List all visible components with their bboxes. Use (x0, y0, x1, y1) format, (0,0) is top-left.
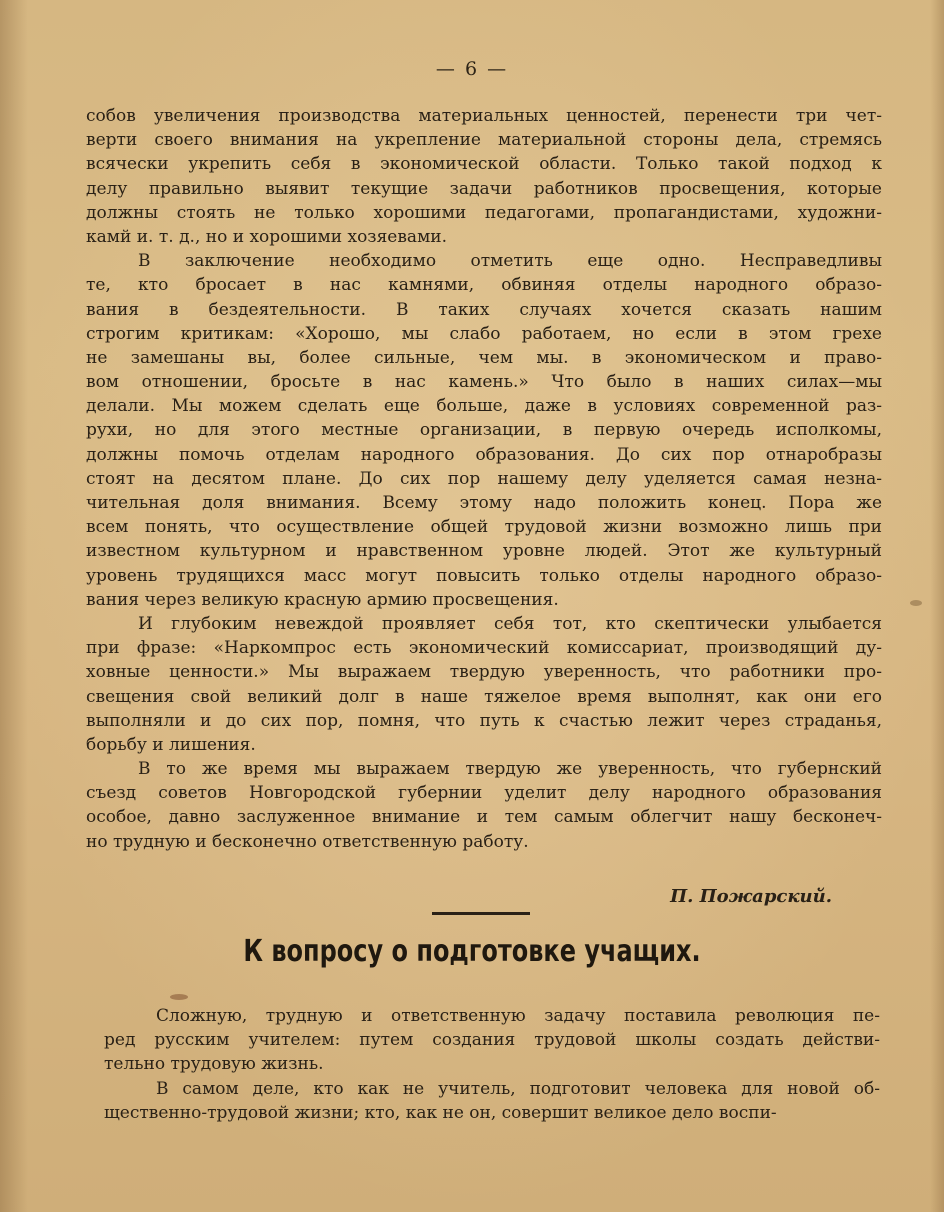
page-number: — 6 — (435, 58, 509, 80)
page-edge-shadow-left (0, 0, 28, 1212)
text-line: вания в бездеятельности. В таких случаях хочется сказать нашим (86, 299, 882, 320)
text-line: ред русским учителем: путем создания трудовой школы создать действи- (104, 1030, 880, 1051)
text-line: строгим критикам: «Хорошо, мы слабо работаем, но если в этом грехе (86, 323, 882, 344)
text-line: выполняли и до сих пор, помня, что путь к счастью лежит через страданья, (86, 710, 882, 731)
text-line: борьбу и лишения. (86, 734, 256, 755)
paragraph (86, 104, 882, 249)
author-signature: П. Пожарский. (670, 886, 832, 907)
ink-stain (170, 994, 188, 1000)
text-line: делу правильно выявит текущие задачи работников просвещения, которые (86, 178, 882, 199)
text-line: верти своего внимания на укрепление материальной стороны дела, стремясь (86, 130, 882, 151)
text-line: должны стоять не только хорошими педагогами, пропагандистами, художни- (86, 202, 882, 223)
text-line: при фразе: «Наркомпрос есть экономический комиссариат, производящий ду- (86, 638, 882, 659)
text-line: всем понять, что осуществление общей трудовой жизни возможно лишь при (86, 517, 882, 538)
text-line: чительная доля внимания. Всему этому надо положить конец. Пора же (86, 493, 882, 513)
text-line: всячески укрепить себя в экономической области. Только такой подход к (86, 154, 882, 175)
text-line: вом отношении, бросьте в нас камень.» Что было в наших силах—мы (86, 372, 882, 393)
ink-stain (910, 600, 922, 606)
text-line: стоят на десятом плане. До сих пор нашему делу уделяется самая незна- (86, 468, 882, 489)
text-line: В заключение необходимо отметить еще одно. Несправедливы (138, 251, 882, 272)
text-line: свещения свой великий долг в наше тяжелое время выполнят, как они его (86, 686, 882, 707)
text-line: тельно трудовую жизнь. (104, 1054, 324, 1075)
paragraph (86, 249, 882, 612)
page-edge-shadow-right (930, 0, 944, 1212)
text-line: собов увеличения производства материальных ценностей, перенести три чет- (86, 106, 882, 126)
article-title: К вопросу о подготовке учащих. (243, 934, 701, 969)
text-line: те, кто бросает в нас камнями, обвиняя отделы народного образо- (86, 275, 882, 296)
text-line: уровень трудящихся масс могут повысить только отделы народного образо- (86, 565, 882, 586)
text-line: известном культурном и нравственном уровне людей. Этот же культурный (86, 541, 882, 562)
text-line: рухи, но для этого местные организации, в первую очередь исполкомы, (86, 420, 882, 441)
text-line: не замешаны вы, более сильные, чем мы. в экономическом и право- (86, 347, 882, 368)
paragraph (104, 1004, 880, 1077)
text-line: делали. Мы можем сделать еще больше, даже в условиях современной раз- (86, 396, 882, 417)
text-line: должны помочь отделам народного образования. До сих пор отнаробразы (86, 444, 882, 465)
text-line: щественно-трудовой жизни; кто, как не он, совершит великое дело воспи- (104, 1102, 777, 1123)
text-line: В то же время мы выражаем твердую же уверенность, что губернский (138, 759, 882, 780)
section-divider (432, 912, 530, 915)
article-body (104, 1004, 880, 1125)
text-line: В самом деле, кто как не учитель, подготовит человека для новой об- (156, 1078, 880, 1099)
text-line: ховные ценности.» Мы выражаем твердую уверенность, что работники про- (86, 662, 882, 683)
text-line: И глубоким невеждой проявляет себя тот, кто скептически улыбается (138, 613, 882, 634)
article-body (86, 104, 882, 854)
text-line: особое, давно заслуженное внимание и тем самым облегчит нашу бесконеч- (86, 807, 882, 828)
paragraph (86, 757, 882, 854)
text-line: но трудную и бесконечно ответственную работу. (86, 831, 529, 852)
text-line: камй и. т. д., но и хорошими хозяевами. (86, 226, 448, 247)
text-line: Сложную, трудную и ответственную задачу поставила революция пе- (156, 1006, 880, 1026)
paragraph (86, 612, 882, 757)
text-line: съезд советов Новгородской губернии уделит делу народного образования (86, 783, 882, 804)
text-line: вания через великую красную армию просвещения. (86, 589, 559, 610)
paragraph (104, 1077, 880, 1125)
